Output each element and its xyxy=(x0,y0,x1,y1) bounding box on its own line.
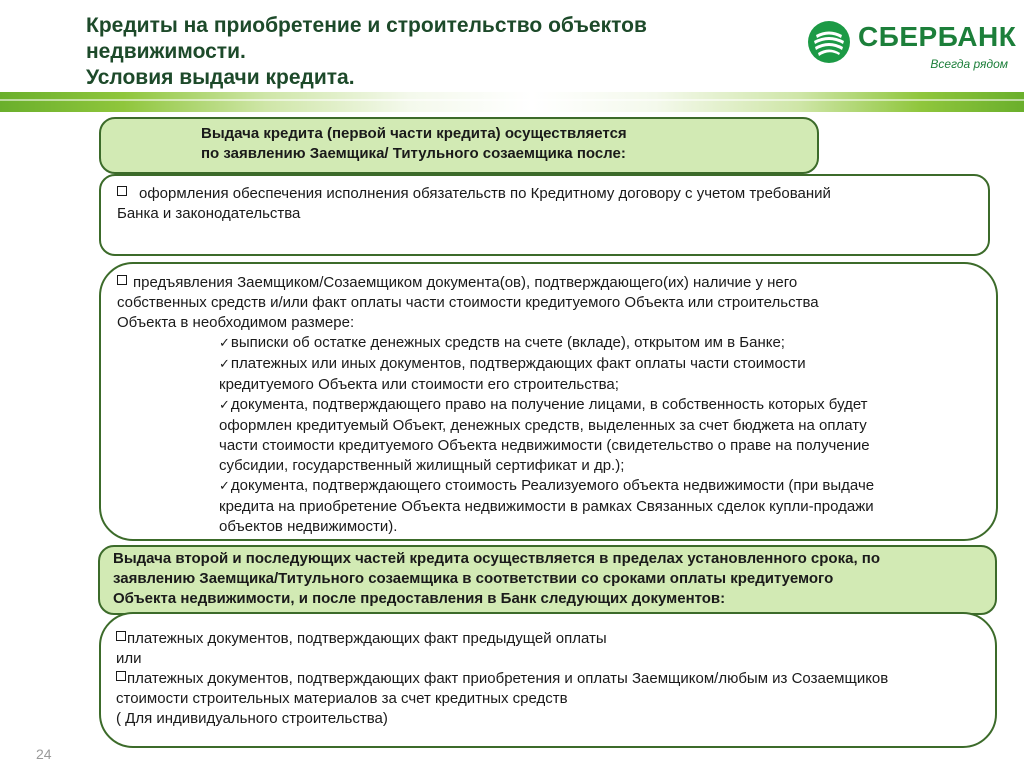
sberbank-logo-icon xyxy=(806,19,852,65)
payment-documents-box: платежных документов, подтверждающих факт предыдущей оплаты или платежных документов, подтверждающих факт приобретения и оплаты Заемщиком/любым из Созаемщиков стоимости строительных материалов за счет кредитных средств ( Для индивидуального строительства) xyxy=(99,612,997,748)
box-line: по заявлению Заемщика/ Титульного созаемщика после: xyxy=(201,145,626,162)
checkbox-bullet-icon xyxy=(117,186,127,196)
subsequent-parts-condition-box xyxy=(98,545,997,615)
box-line: Банка и законодательства xyxy=(117,205,301,222)
list-item: ✓платежных или иных документов, подтверждающих факт оплаты части стоимости xyxy=(219,355,806,372)
decorative-band xyxy=(0,92,1024,112)
checkmark-icon: ✓ xyxy=(219,479,230,494)
own-funds-condition-box: предъявления Заемщиком/Созаемщиком документа(ов), подтверждающего(их) наличие у него собственных средств и/или факт оплаты части стоимости кредитуемого Объекта или строительства Объекта в необходимом размере: ✓выписки об остатке денежных средств на счете (вкладе), открытом им в Банке; ✓платежных или иных документов, подтверждающих факт оплаты части стоимости кредитуемого Объекта или стоимости его строительства; ✓документа, подтверждающего право на получение лицами, в собственность которых будет оформлен кредитуемый Объект, денежных средств, выделенных за счет бюджета на оплату части стоимости кредитуемого Объекта недвижимости (свидетельство о праве на получение субсидии, государственный жилищный сертификат и др.); ✓документа, подтверждающего стоимость Реализуемого объекта недвижимости (при выдаче кредита на приобретение Объекта недвижимости в рамках Связанных сделок купли-продажи объектов недвижимости). xyxy=(99,262,998,541)
sberbank-logo xyxy=(806,19,1017,77)
checkmark-icon: ✓ xyxy=(219,357,230,372)
slide-title xyxy=(86,13,647,91)
box-line: Объекта недвижимости, и после предоставления в Банк следующих документов: xyxy=(113,590,726,607)
title-line: Условия выдачи кредита. xyxy=(86,66,355,89)
checkbox-bullet-icon xyxy=(116,671,126,681)
checkbox-bullet-icon xyxy=(117,275,127,285)
title-line: Кредиты на приобретение и строительство объектов xyxy=(86,14,647,37)
logo-wordmark: СБЕРБАНК xyxy=(858,21,1017,52)
checkmark-icon: ✓ xyxy=(219,336,230,351)
title-line: недвижимости. xyxy=(86,40,246,63)
first-part-condition-box xyxy=(99,117,819,174)
box-line: Объекта в необходимом размере: xyxy=(117,314,355,331)
box-line: Выдача кредита (первой части кредита) осуществляется xyxy=(201,125,627,142)
list-item: ✓документа, подтверждающего право на получение лицами, в собственность которых будет xyxy=(219,396,868,413)
checkbox-bullet-icon xyxy=(116,631,126,641)
box-line: собственных средств и/или факт оплаты части стоимости кредитуемого Объекта или строительства xyxy=(117,294,819,311)
list-item: ✓документа, подтверждающего стоимость Реализуемого объекта недвижимости (при выдаче xyxy=(219,477,875,494)
box-line: Выдача второй и последующих частей кредита осуществляется в пределах установленного срока, по xyxy=(113,550,881,567)
logo-tagline: Всегда рядом xyxy=(930,57,1008,71)
list-item: платежных документов, подтверждающих факт приобретения и оплаты Заемщиком/любым из Созаемщиков xyxy=(116,669,888,689)
page-number: 24 xyxy=(36,746,52,762)
list-item: ✓выписки об остатке денежных средств на счете (вкладе), открытом им в Банке; xyxy=(219,334,785,351)
checkmark-icon: ✓ xyxy=(219,398,230,413)
box-line: предъявления Заемщиком/Созаемщиком документа(ов), подтверждающего(их) наличие у него xyxy=(133,274,798,291)
list-item: платежных документов, подтверждающих факт предыдущей оплаты xyxy=(116,629,888,649)
box-line: оформления обеспечения исполнения обязательств по Кредитному договору с учетом требований xyxy=(139,185,831,202)
security-condition-box xyxy=(99,174,990,256)
box-line: заявлению Заемщика/Титульного созаемщика в соответствии со сроками оплаты кредитуемого xyxy=(113,570,834,587)
